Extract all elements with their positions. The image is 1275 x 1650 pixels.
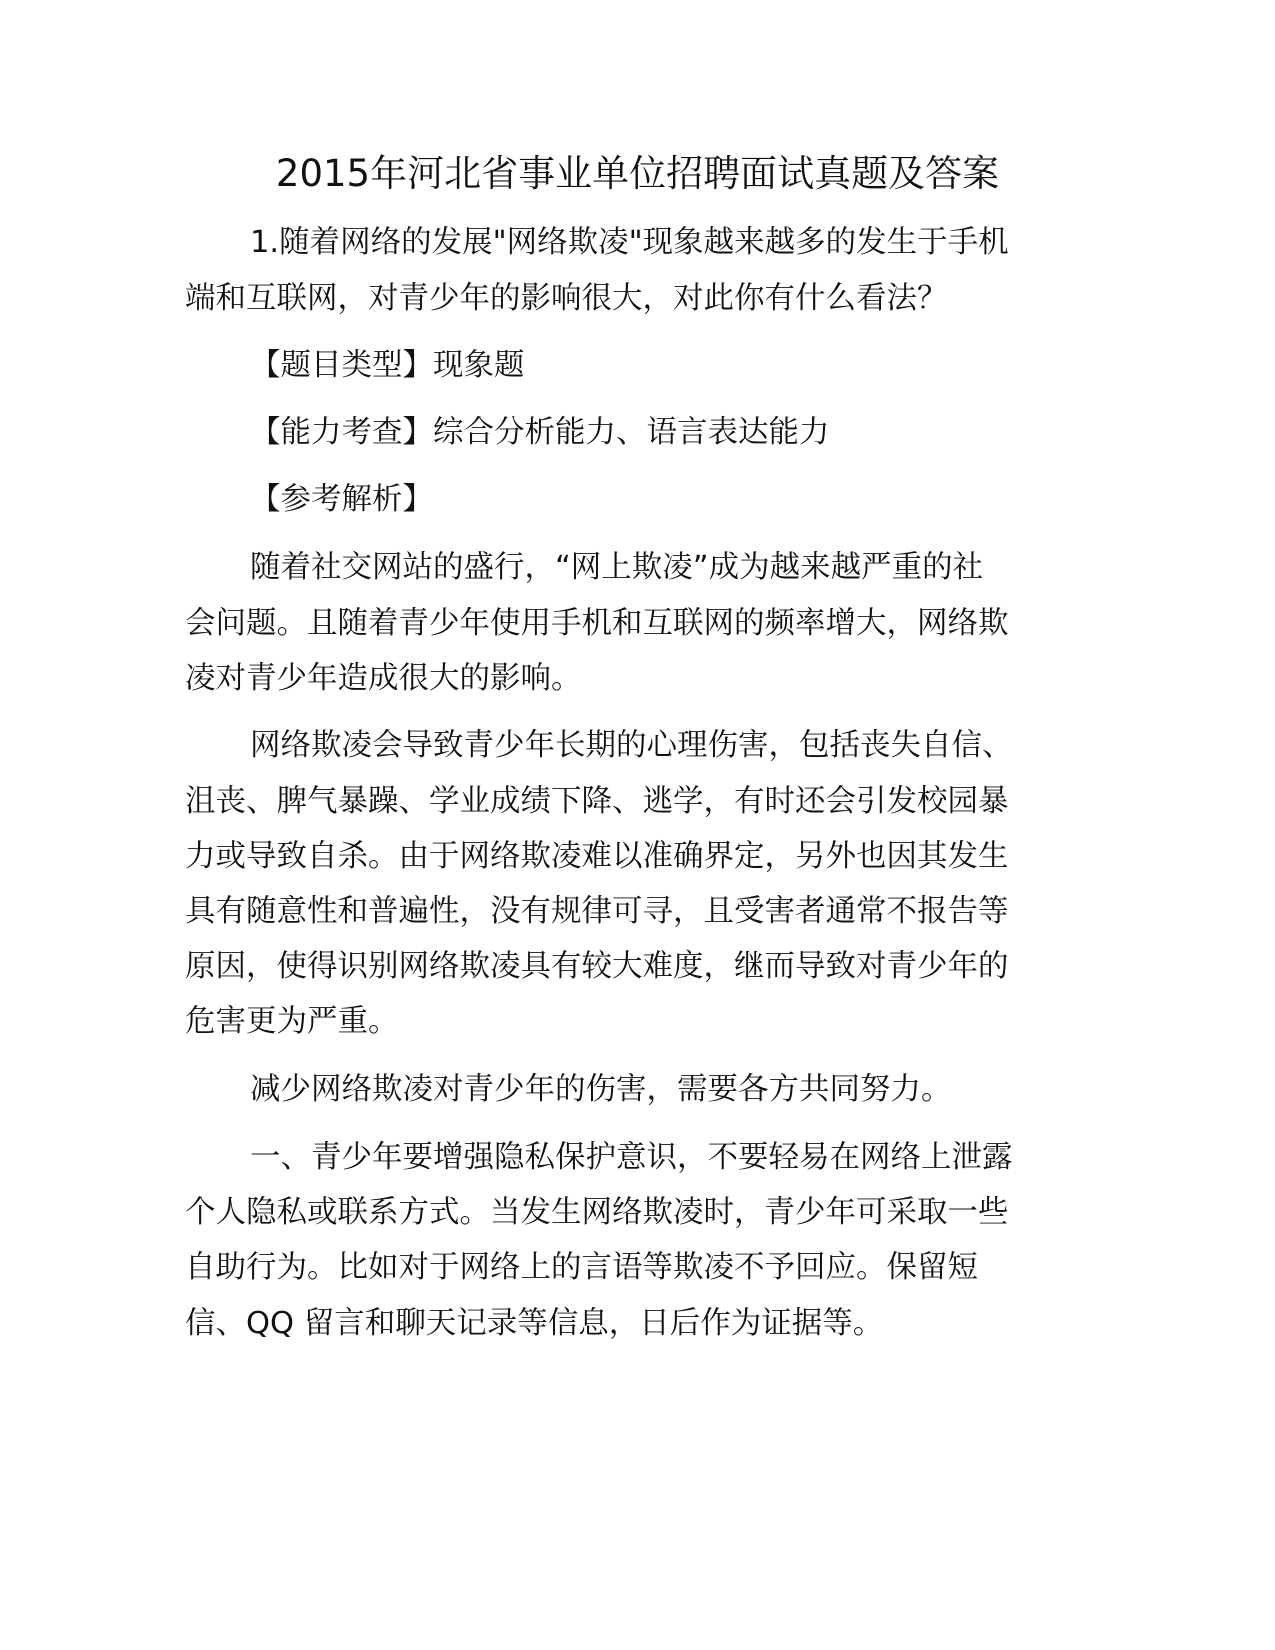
paragraph-2-line-6: 危害更为严重。 [185,1004,399,1039]
paragraph-2-line-2: 沮丧、脾气暴躁、学业成绩下降、逃学，有时还会引发校园暴 [185,784,1009,819]
paragraph-3-line-1: 减少网络欺凌对青少年的伤害，需要各方共同努力。 [250,1072,952,1107]
paragraph-4-line-1: 一、青少年要增强隐私保护意识，不要轻易在网络上泄露 [250,1140,1013,1175]
paragraph-2-line-1: 网络欺凌会导致青少年长期的心理伤害，包括丧失自信、 [250,728,1013,763]
question-line-1: 1.随着网络的发展"网络欺凌"现象越来越多的发生于手机 [250,225,1009,260]
document-title: 2015年河北省事业单位招聘面试真题及答案 [275,152,1000,195]
paragraph-1-line-1: 随着社交网站的盛行，“网上欺凌”成为越来越严重的社 [250,550,984,585]
reference-analysis-heading: 【参考解析】 [250,482,433,517]
paragraph-4-line-4: 信、QQ 留言和聊天记录等信息，日后作为证据等。 [185,1306,884,1341]
paragraph-1-line-2: 会问题。且随着青少年使用手机和互联网的频率增大，网络欺 [185,606,1009,641]
paragraph-4-line-2: 个人隐私或联系方式。当发生网络欺凌时，青少年可采取一些 [185,1195,1009,1230]
paragraph-2-line-5: 原因，使得识别网络欺凌具有较大难度，继而导致对青少年的 [185,949,1009,984]
paragraph-4-line-3: 自助行为。比如对于网络上的言语等欺凌不予回应。保留短 [185,1250,978,1285]
paragraph-1-line-3: 凌对青少年造成很大的影响。 [185,661,582,696]
question-type: 【题目类型】现象题 [250,348,525,383]
question-line-2: 端和互联网，对青少年的影响很大，对此你有什么看法？ [185,281,948,316]
paragraph-2-line-4: 具有随意性和普遍性，没有规律可寻，且受害者通常不报告等 [185,894,1009,929]
paragraph-2-line-3: 力或导致自杀。由于网络欺凌难以准确界定，另外也因其发生 [185,839,1009,874]
ability-tested: 【能力考查】综合分析能力、语言表达能力 [250,415,830,450]
